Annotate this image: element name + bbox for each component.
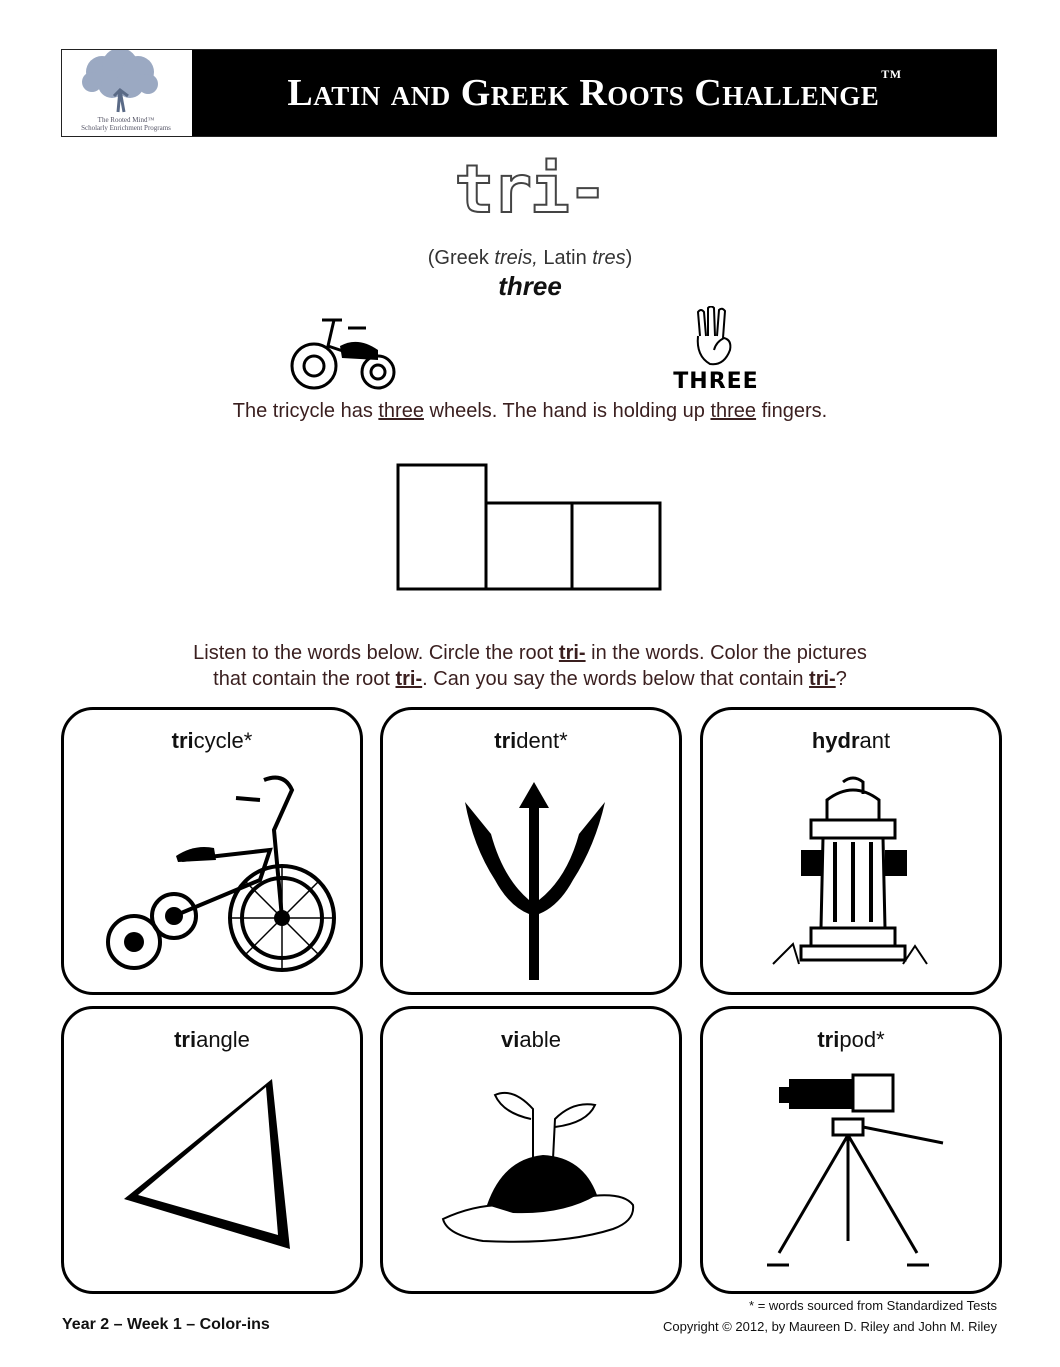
hand-three-icon (686, 306, 766, 376)
instructions-line-1: Listen to the words below. Circle the root tri- in the words. Color the pictures (193, 642, 867, 664)
root-word: tri- (454, 151, 606, 228)
card-label: tricycle* (171, 728, 253, 753)
card-label: hydrant (811, 728, 891, 753)
trident-icon (383, 710, 685, 998)
card-viable[interactable] (380, 1006, 682, 1294)
instructions-line-2: that contain the root tri-. Can you say the words below that contain tri-? (213, 668, 847, 690)
fire-hydrant-icon (703, 710, 1005, 998)
card-label: viable (501, 1027, 561, 1052)
logo-caption: The Rooted Mind™ Scholarly Enrichment Programs (81, 116, 171, 132)
tricycle-icon (64, 710, 366, 998)
triangle-icon (64, 1009, 366, 1297)
footer-copyright: Copyright © 2012, by Maureen D. Riley and John M. Riley (662, 1319, 997, 1334)
hand-caption: THREE (673, 369, 759, 394)
small-tricycle-icon (282, 306, 402, 396)
sprout-icon (383, 1009, 685, 1297)
footer-note: * = words sourced from Standardized Tests (749, 1298, 997, 1313)
card-hydrant[interactable] (700, 707, 1002, 995)
card-label: tripod* (817, 1027, 885, 1052)
three-boxes (396, 462, 664, 592)
example-sentence: The tricycle has three wheels. The hand is holding up three fingers. (232, 400, 828, 422)
root-meaning: three (498, 271, 562, 301)
card-tricycle[interactable] (61, 707, 363, 995)
page-title: Latin and Greek Roots Challenge ™ (287, 67, 902, 114)
root-origin: (Greek treis, Latin tres) (427, 247, 633, 269)
header-bar (192, 50, 997, 136)
card-label: triangle (174, 1027, 250, 1052)
card-tripod[interactable] (700, 1006, 1002, 1294)
camera-tripod-icon (703, 1009, 1005, 1297)
card-trident[interactable] (380, 707, 682, 995)
card-triangle[interactable] (61, 1006, 363, 1294)
footer-week: Year 2 – Week 1 – Color-ins (62, 1316, 270, 1333)
card-label: trident* (494, 728, 568, 753)
